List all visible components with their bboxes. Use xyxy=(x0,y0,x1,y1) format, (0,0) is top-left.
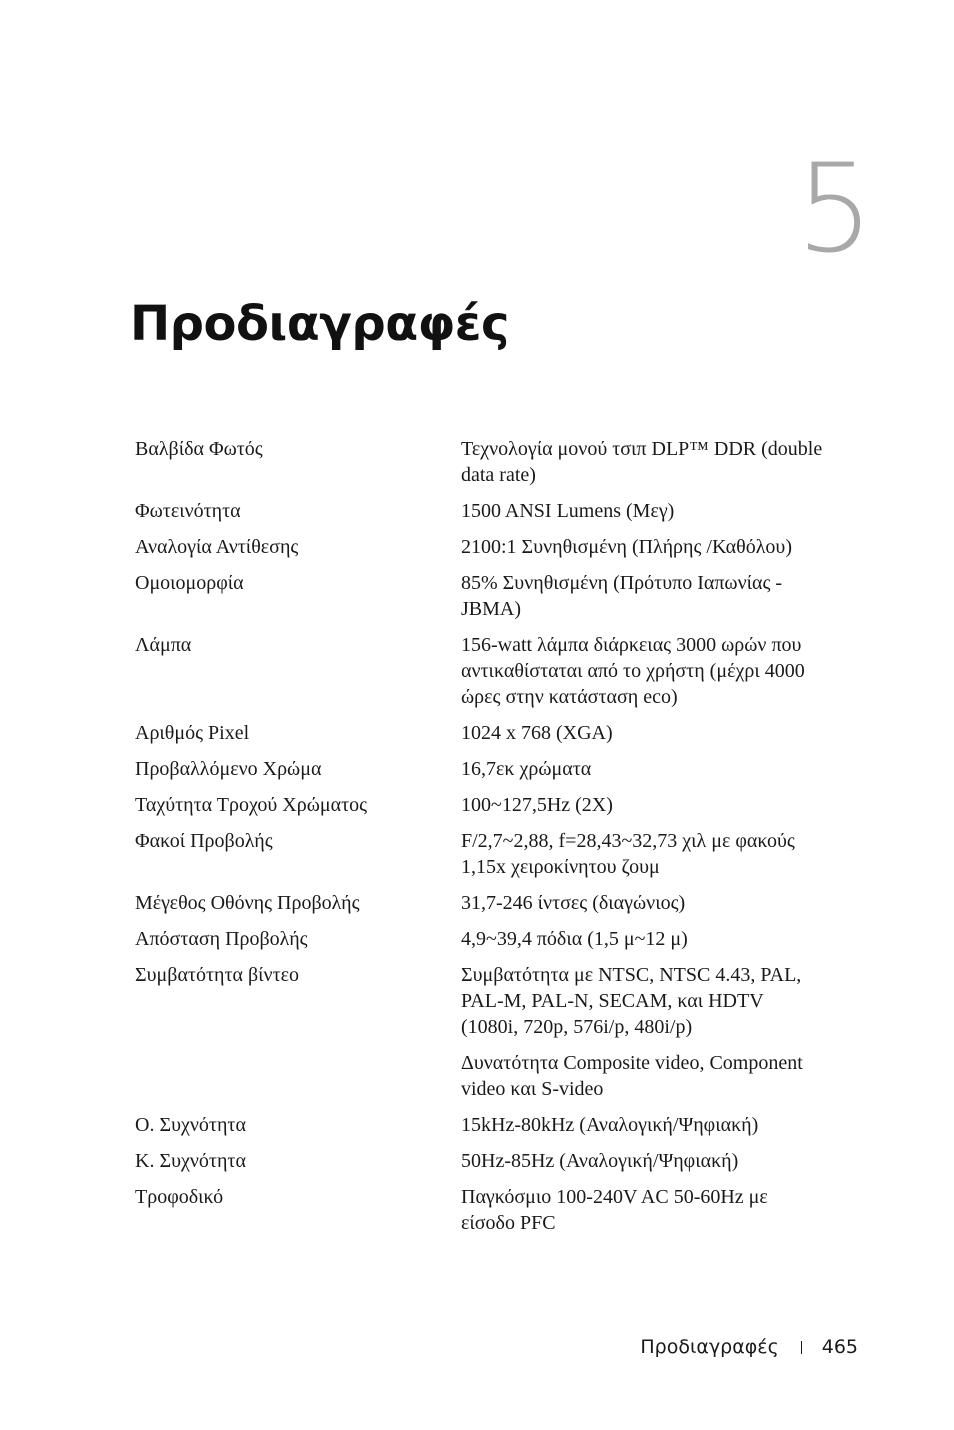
spec-label: Απόσταση Προβολής xyxy=(135,928,308,950)
spec-row xyxy=(135,828,825,880)
spec-row xyxy=(135,890,825,916)
chapter-title: Προδιαγραφές xyxy=(130,296,509,352)
spec-row xyxy=(135,498,825,524)
spec-value-paragraph: 2100:1 Συνηθισμένη (Πλήρης /Καθόλου) xyxy=(461,536,792,558)
spec-row xyxy=(135,792,825,818)
spec-row xyxy=(135,632,825,710)
spec-value-paragraph: Δυνατότητα Composite video, Component video και S-video xyxy=(461,1052,803,1100)
spec-value xyxy=(461,632,825,710)
spec-value-paragraph: 85% Συνηθισμένη (Πρότυπο Ιαπωνίας - JBMA) xyxy=(461,572,783,620)
spec-label: Αναλογία Αντίθεσης xyxy=(135,536,299,558)
spec-value-paragraph: 4,9~39,4 πόδια (1,5 μ~12 μ) xyxy=(461,928,688,950)
page-number: 465 xyxy=(821,1336,858,1358)
spec-value xyxy=(461,962,825,1102)
spec-value-paragraph: 100~127,5Hz (2X) xyxy=(461,794,613,816)
spec-row xyxy=(135,926,825,952)
spec-label: Ομοιομορφία xyxy=(135,572,244,594)
spec-value xyxy=(461,1112,825,1138)
spec-value-paragraph: 156-watt λάμπα διάρκειας 3000 ωρών που αντικαθίσταται από το χρήστη (μέχρι 4000 ώρες στην κατάσταση eco) xyxy=(461,634,805,708)
spec-value-paragraph: F/2,7~2,88, f=28,43~32,73 χιλ με φακούς 1,15x χειροκίνητου ζουμ xyxy=(461,830,795,878)
spec-value xyxy=(461,828,825,880)
spec-value-paragraph: 16,7εκ χρώματα xyxy=(461,758,592,780)
footer-divider xyxy=(801,1341,802,1354)
spec-label: Αριθμός Pixel xyxy=(135,722,250,744)
spec-value xyxy=(461,1184,825,1236)
spec-value-paragraph: Συμβατότητα με NTSC, NTSC 4.43, PAL, PAL-M, PAL-N, SECAM, και HDTV (1080i, 720p, 576i/p, 480i/p) xyxy=(461,964,802,1038)
spec-label: Ταχύτητα Τροχού Χρώματος xyxy=(135,794,368,816)
spec-label: Λάμπα xyxy=(135,634,192,656)
spec-row xyxy=(135,1112,825,1138)
spec-value xyxy=(461,498,825,524)
spec-value xyxy=(461,570,825,622)
chapter-number: 5 xyxy=(796,138,874,280)
spec-label: Κ. Συχνότητα xyxy=(135,1150,246,1172)
spec-value-paragraph: 50Hz-85Hz (Αναλογική/Ψηφιακή) xyxy=(461,1150,739,1172)
spec-row xyxy=(135,1184,825,1236)
spec-row xyxy=(135,756,825,782)
spec-row xyxy=(135,962,825,1102)
spec-value xyxy=(461,890,825,916)
spec-row xyxy=(135,570,825,622)
spec-value xyxy=(461,756,825,782)
spec-label: Τροφοδικό xyxy=(135,1186,224,1208)
spec-table xyxy=(135,436,825,1246)
spec-label: Φωτεινότητα xyxy=(135,500,241,522)
spec-label: Ο. Συχνότητα xyxy=(135,1114,246,1136)
page-footer xyxy=(640,1336,858,1358)
spec-value xyxy=(461,534,825,560)
spec-value-paragraph: Παγκόσμιο 100-240V AC 50-60Hz με είσοδο PFC xyxy=(461,1186,768,1234)
spec-value xyxy=(461,792,825,818)
spec-value xyxy=(461,926,825,952)
spec-row xyxy=(135,1148,825,1174)
spec-value xyxy=(461,720,825,746)
spec-label: Συμβατότητα βίντεο xyxy=(135,964,300,986)
spec-row xyxy=(135,534,825,560)
spec-value-paragraph: 15kHz-80kHz (Αναλογική/Ψηφιακή) xyxy=(461,1114,759,1136)
spec-value xyxy=(461,1148,825,1174)
spec-value-paragraph: 31,7-246 ίντσες (διαγώνιος) xyxy=(461,892,686,914)
spec-label: Προβαλλόμενο Χρώμα xyxy=(135,758,322,780)
spec-value xyxy=(461,436,825,488)
spec-label: Φακοί Προβολής xyxy=(135,830,273,852)
spec-label: Βαλβίδα Φωτός xyxy=(135,438,263,460)
spec-label: Μέγεθος Οθόνης Προβολής xyxy=(135,892,360,914)
spec-value-paragraph: 1024 x 768 (XGA) xyxy=(461,722,613,744)
spec-row xyxy=(135,436,825,488)
footer-section-title: Προδιαγραφές xyxy=(640,1336,779,1358)
spec-row xyxy=(135,720,825,746)
spec-value-paragraph: 1500 ANSI Lumens (Mεγ) xyxy=(461,500,675,522)
spec-value-paragraph: Τεχνολογία μονού τσιπ DLP™ DDR (double data rate) xyxy=(461,438,823,486)
